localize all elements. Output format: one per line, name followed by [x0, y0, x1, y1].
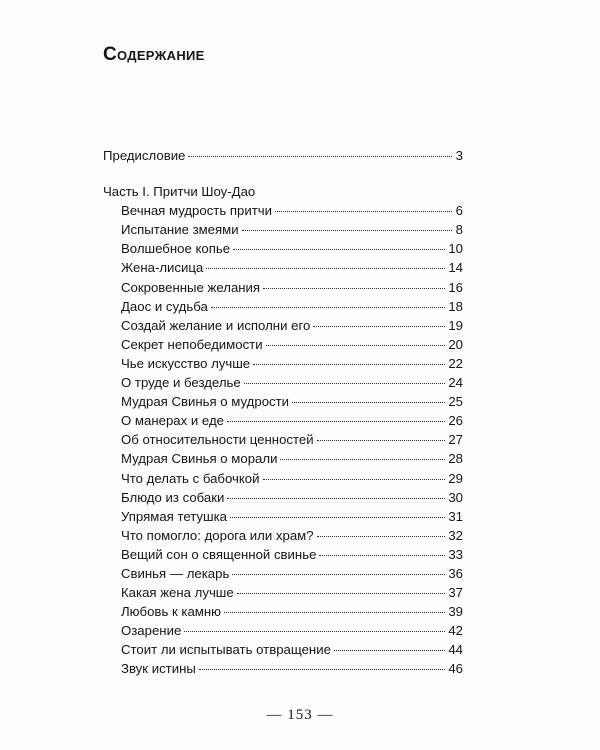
toc-entry-title: О труде и безделье — [121, 375, 241, 391]
toc-entry-page: 26 — [448, 413, 463, 429]
toc-entry-title: Вечная мудрость притчи — [121, 203, 273, 219]
toc-entry — [103, 392, 463, 411]
toc-entry-page: 6 — [455, 203, 463, 219]
toc-entry-title: Об относительности ценностей — [121, 432, 314, 448]
toc-entry-page: 8 — [455, 222, 463, 238]
dot-leader — [317, 536, 446, 537]
dot-leader — [242, 230, 452, 231]
dot-leader — [334, 650, 445, 651]
toc-entry-title: Любовь к камню — [121, 604, 222, 620]
dot-leader — [263, 288, 445, 289]
toc-entry — [103, 354, 463, 373]
dot-leader — [319, 555, 445, 556]
dot-leader — [227, 421, 445, 422]
toc-entry — [103, 373, 463, 392]
toc-entry-title: Что делать с бабочкой — [121, 470, 260, 486]
toc-entry — [103, 220, 463, 239]
toc-entry-title: Какая жена лучше — [121, 585, 234, 601]
toc-entry-page: 46 — [448, 661, 463, 677]
toc-entry-page: 27 — [448, 432, 463, 448]
toc-entry-page: 32 — [448, 527, 463, 543]
toc-entry-page: 28 — [448, 451, 463, 467]
toc-entry — [103, 449, 463, 468]
toc-entry — [103, 411, 463, 430]
toc-entry-page: 37 — [448, 585, 463, 601]
dot-leader — [230, 517, 445, 518]
toc-entry-page: 30 — [448, 489, 463, 505]
dot-leader — [232, 574, 445, 575]
dot-leader — [184, 631, 445, 632]
toc-entry-page: 29 — [448, 470, 463, 486]
toc-entry — [103, 335, 463, 354]
toc-entry — [103, 239, 463, 258]
toc-entry-title: О манерах и еде — [121, 413, 224, 429]
toc-entry-title: Свинья — лекарь — [121, 565, 230, 581]
toc-entry — [103, 430, 463, 449]
toc-entry-title: Даос и судьба — [121, 298, 208, 314]
dot-leader — [253, 364, 445, 365]
toc-entry — [103, 316, 463, 335]
dot-leader — [199, 669, 445, 670]
toc-entry-page: 20 — [448, 336, 463, 352]
toc-entry-page: 24 — [448, 375, 463, 391]
toc-entry-title: Мудрая Свинья о морали — [121, 451, 278, 467]
toc-entry-page: 39 — [448, 604, 463, 620]
toc-entry — [103, 469, 463, 488]
toc-entry — [103, 564, 463, 583]
dot-leader — [244, 383, 446, 384]
toc-entry-title: Секрет непобедимости — [121, 336, 263, 352]
toc-entry — [103, 258, 463, 277]
toc-entry — [103, 201, 463, 220]
dot-leader — [275, 211, 452, 212]
dot-leader — [266, 345, 446, 346]
toc-entry-page: 10 — [448, 241, 463, 257]
toc-entry-page: 44 — [448, 642, 463, 658]
toc-entry-page: 36 — [448, 565, 463, 581]
part-heading: Часть I. Притчи Шоу-Дао — [103, 184, 256, 200]
toc-entry-page: 18 — [448, 298, 463, 314]
table-of-contents — [103, 146, 463, 679]
dot-leader — [263, 479, 446, 480]
dot-leader — [227, 498, 445, 499]
toc-entry-page: 25 — [448, 394, 463, 410]
page-title: Содержание — [103, 44, 205, 65]
dot-leader — [292, 402, 445, 403]
dot-leader — [237, 593, 446, 594]
toc-entry-title: Мудрая Свинья о мудрости — [121, 394, 290, 410]
toc-entry-page: 33 — [448, 546, 463, 562]
toc-entry — [103, 583, 463, 602]
dot-leader — [188, 156, 452, 157]
part-items — [103, 201, 463, 678]
toc-entry-page: 22 — [448, 355, 463, 371]
toc-entry-preface — [103, 146, 463, 165]
toc-entry-title: Блюдо из собаки — [121, 489, 225, 505]
toc-entry — [103, 297, 463, 316]
toc-entry-title: Озарение — [121, 623, 182, 639]
toc-entry-title: Что помогло: дорога или храм? — [121, 527, 314, 543]
toc-entry-title: Стоит ли испытывать отвращение — [121, 642, 331, 658]
toc-entry-title: Жена-лисица — [121, 260, 204, 276]
dot-leader — [206, 268, 445, 269]
toc-entry-title: Предисловие — [103, 148, 186, 163]
dot-leader — [280, 459, 445, 460]
toc-entry — [103, 488, 463, 507]
toc-entry-title: Чье искусство лучше — [121, 355, 251, 371]
toc-entry-title: Волшебное копье — [121, 241, 231, 257]
dot-leader — [317, 440, 446, 441]
toc-entry-page: 16 — [448, 279, 463, 295]
toc-entry — [103, 507, 463, 526]
toc-entry-title: Упрямая тетушка — [121, 508, 228, 524]
toc-entry-title: Испытание змеями — [121, 222, 239, 238]
toc-entry — [103, 545, 463, 564]
dot-leader — [224, 612, 445, 613]
toc-entry-page: 31 — [448, 508, 463, 524]
toc-entry — [103, 640, 463, 659]
dot-leader — [313, 326, 445, 327]
dot-leader — [233, 249, 445, 250]
toc-entry — [103, 659, 463, 678]
toc-entry — [103, 602, 463, 621]
page-number: — 153 — — [266, 707, 334, 723]
toc-entry — [103, 526, 463, 545]
dot-leader — [211, 307, 446, 308]
toc-entry-page: 3 — [455, 148, 463, 163]
toc-entry-title: Сокровенные желания — [121, 279, 261, 295]
toc-entry — [103, 278, 463, 297]
toc-entry-title: Вещий сон о священной свинье — [121, 546, 317, 562]
toc-entry-title: Звук истины — [121, 661, 196, 677]
toc-entry — [103, 621, 463, 640]
toc-entry-page: 14 — [448, 260, 463, 276]
toc-entry-page: 42 — [448, 623, 463, 639]
toc-entry-page: 19 — [448, 317, 463, 333]
toc-entry-title: Создай желание и исполни его — [121, 317, 311, 333]
